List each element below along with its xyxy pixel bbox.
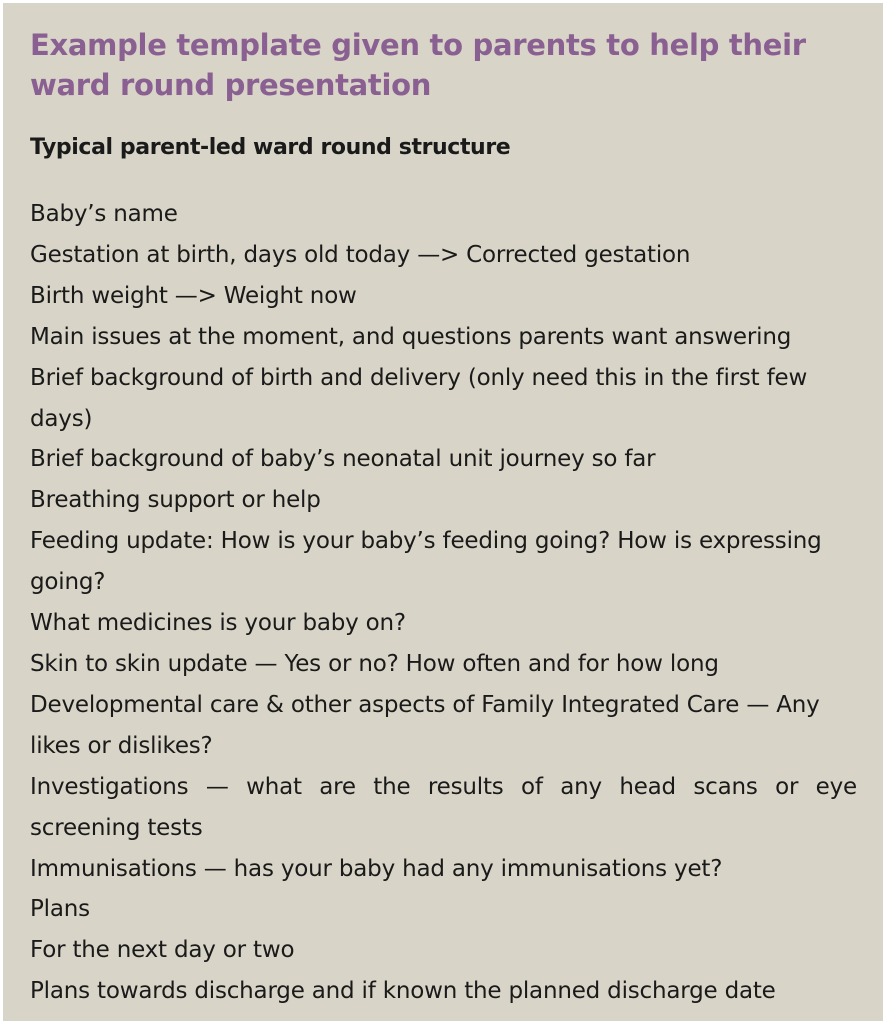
template-box [3, 3, 883, 1021]
list-item-main-issues: Main issues at the moment, and questions parents want answering [30, 323, 792, 350]
box-title: Example template given to parents to help their ward round presentation [30, 28, 806, 102]
list-item-plans: Plans [30, 896, 90, 923]
list-item-next-days: For the next day or two [30, 937, 295, 964]
list-item-developmental-care: Developmental care & other aspects of Family Integrated Care — Any likes or dislikes? [30, 691, 820, 759]
list-item-gestation: Gestation at birth, days old today —> Corrected gestation [30, 241, 691, 268]
list-item-birth-background: Brief background of birth and delivery (only need this in the first few days) [30, 364, 808, 432]
list-item-weight: Birth weight —> Weight now [30, 282, 357, 309]
structure-list [30, 194, 857, 1012]
box-subtitle: Typical parent-led ward round structure [30, 135, 511, 160]
list-item-breathing: Breathing support or help [30, 487, 321, 514]
list-item-baby-name: Baby’s name [30, 201, 178, 227]
list-item-medicines: What medicines is your baby on? [30, 610, 406, 637]
list-item-investigations: Investigations — what are the results of any head scans or eye screening tests [30, 773, 857, 841]
list-item-unit-journey: Brief background of baby’s neonatal unit journey so far [30, 446, 656, 473]
list-item-discharge: Plans towards discharge and if known the planned discharge date [30, 978, 776, 1005]
list-item-feeding: Feeding update: How is your baby’s feeding going? How is expressing going? [30, 528, 822, 596]
list-item-skin-to-skin: Skin to skin update — Yes or no? How often and for how long [30, 650, 719, 677]
list-item-immunisations: Immunisations — has your baby had any immunisations yet? [30, 855, 723, 882]
